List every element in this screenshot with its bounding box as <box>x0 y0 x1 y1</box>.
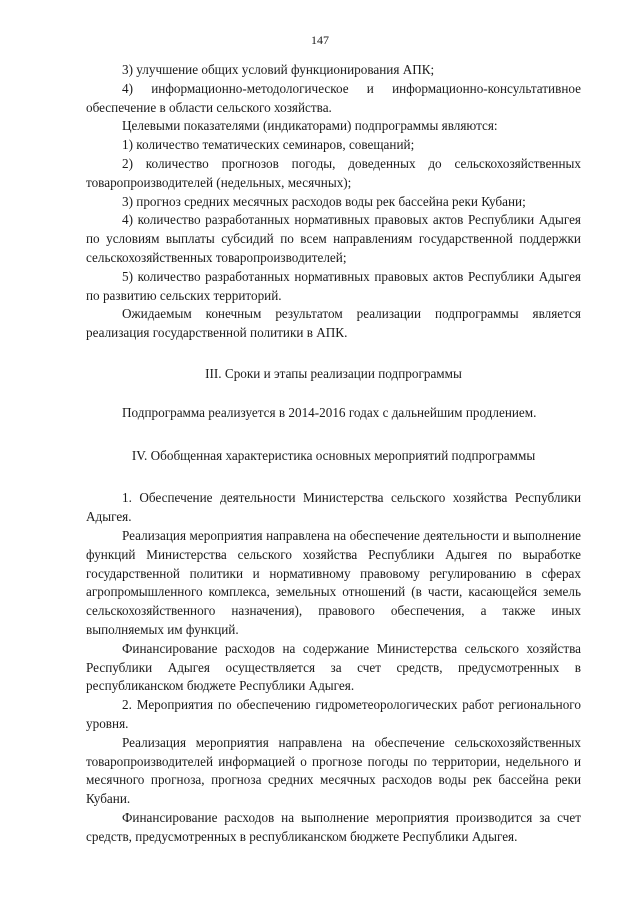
list-item-improvement: 3) улучшение общих условий функционирования АПК; <box>122 62 435 77</box>
section-4-heading: IV. Обобщенная характеристика основных мероприятий подпрограммы <box>131 447 536 463</box>
measure-1-description: Реализация мероприятия направлена на обеспечение деятельности и выполнение функций Министерства сельского хозяйства Республики Адыгея по выработке государственной политики и нормативному правовому регулированию в сферах агропромышленного комплекса, земельных отношений (в части, касающейся земель сельскохозяйственного назначения), правового обеспечения, а также иных выполняемых им функций. <box>86 527 581 637</box>
measure-1-title: 1. Обеспечение деятельности Министерства сельского хозяйства Республики Адыгея. <box>86 490 581 525</box>
measure-1-financing: Финансирование расходов на содержание Министерства сельского хозяйства Республики Адыгея осуществляется за счет средств, предусмотренных в республиканском бюджете Республики Адыгея. <box>86 640 581 694</box>
indicator-water-flow-forecast: 3) прогноз средних месячных расходов воды рек бассейна реки Кубани; <box>122 193 526 209</box>
measure-2-description: Реализация мероприятия направлена на обеспечение сельскохозяйственных товаропроизводителей информацией о прогнозе погоды по территории, недельного и месячного прогноза, прогноза средних месячных расходов воды рек бассейна реки Кубани. <box>86 734 581 807</box>
section-3-text: Подпрограмма реализуется в 2014-2016 годах с дальнейшим продлением. <box>122 404 537 420</box>
expected-result: Ожидаемым конечным результатом реализации подпрограммы является реализация государственной политики в АПК. <box>86 306 581 341</box>
measure-2-financing: Финансирование расходов на выполнение мероприятия производится за счет средств, предусмотренных в республиканском бюджете Республики Адыгея. <box>86 809 581 844</box>
indicator-subsidy-acts: 4) количество разработанных нормативных правовых актов Республики Адыгея по условиям выплаты субсидий по всем направлениям государственной поддержки сельскохозяйственных товаропроизводителей; <box>86 212 581 265</box>
measure-2-title: 2. Мероприятия по обеспечению гидрометеорологических работ регионального уровня. <box>86 697 581 731</box>
indicator-rural-development-acts: 5) количество разработанных нормативных правовых актов Республики Адыгея по развитию сельских территорий. <box>86 268 581 303</box>
list-item-information-support: 4) информационно-методологическое и информационно-консультативное обеспечение в области сельского хозяйства. <box>86 80 581 115</box>
indicator-seminars: 1) количество тематических семинаров, совещаний; <box>122 137 415 153</box>
section-3-heading: III. Сроки и этапы реализации подпрограммы <box>205 365 462 381</box>
indicators-intro: Целевыми показателями (индикаторами) подпрограммы являются: <box>122 118 498 134</box>
indicator-weather-forecasts: 2) количество прогнозов погоды, доведенных до сельскохозяйственных товаропроизводителей (недельных, месячных); <box>86 155 581 190</box>
page-number: 147 <box>311 33 329 47</box>
page-content <box>86 61 581 846</box>
